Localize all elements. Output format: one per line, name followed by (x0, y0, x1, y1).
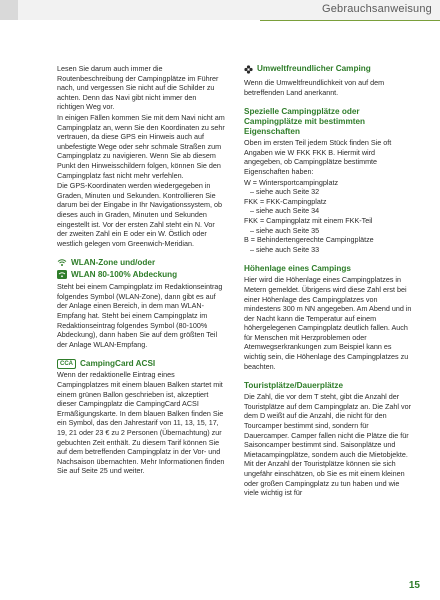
wlan-headings (57, 258, 225, 282)
header-corner (0, 0, 18, 20)
page-number: 15 (408, 580, 420, 591)
wlan-coverage-heading (57, 270, 225, 282)
special-item: FKK = Campingplatz mit einem FKK-Teil (244, 215, 373, 225)
left-column (57, 64, 225, 477)
campingcard-text: Wenn der redaktionelle Eintrag eines Campingplatzes mit einem blauen Balken startet mit einem grünen Ballon geschrieben ist, akzeptiert dieser Campingplatz die CampingCard ACSI Ermäßigungskarte. In dem blauen Balken finden Sie ein Symbol, das den Jahrestarif von 11, 13, 15, 17, 19, 21 oder 23 € zu 2 Personen (Übernachtung) zur gebuchten Zeit enthält. Zu diesem Tarif können Sie auf dem betreffenden Campingplatz in der Vor- und Nachsaison übernachten. Mehr Informationen finden Sie auf Seite 25 und weiter. (57, 370, 225, 476)
page-title: Gebrauchsanweisung (321, 3, 432, 15)
paragraph-navi: In einigen Fällen kommen Sie mit dem Navi nicht am Campingplatz an, wenn Sie den Koordinaten zu sehr vertrauen, da diese GPS ein Hinweis auch auf unbefestigte Wege oder sehr schmale Straßen zum Campingplatz zu navigieren. Wenn Sie ab diesem Punkt den Hinweisschildern folgen, können Sie den Campingplatz fast nicht mehr verfehlen. (57, 112, 225, 180)
right-column (244, 64, 412, 499)
touristplaces-section (244, 381, 412, 498)
altitude-title: Höhenlage eines Campings (244, 264, 351, 274)
touristplaces-text: Die Zahl, die vor dem T steht, gibt die Anzahl der Touristplätze auf dem Campingplatz an. Die Zahl vor dem D weißt auf die Anzahl, die nicht für den Tourcamper bestimmt sind, sondern für Dauercamper. Camper fallen nicht die Plätze die für Saisoncamper bestimmt sind. Saisonplätze und Mietacampingplätze, sondern auch die Mietobjekte. Mit der Anzahl der Touristplätze können sie sich ungefähr einschätzen, ob Sie es mit einem kleinen oder großen Campingplatz zu tun haben und wie viele wichtig ist für (244, 392, 411, 498)
campingcard-section (57, 359, 225, 476)
special-item: FKK = FKK-Campingplatz (244, 196, 327, 206)
paragraph-gps: Die GPS-Koordinaten werden wiedergegeben in Graden, Minuten und Sekunden. Kontrollieren Sie darum bei der Eingabe in Ihr Navigationssystem, ob dieses auch in Graden, Minuten und Sekunden eingestellt ist. Vor der ersten Zahl steht ein N. Vor der zweiten Zahl ein E oder ein W. Östlich oder westlich gelegen vom Greenwich-Meridian. (57, 181, 223, 248)
special-item: W = Wintersportcampingplatz (244, 177, 339, 187)
wlan-zone-label: WLAN-Zone und/oder (71, 258, 156, 268)
campingcard-badge: CCA (57, 359, 76, 369)
header-rule (260, 20, 440, 21)
special-item: – siehe auch Seite 33 (250, 244, 320, 254)
special-item: – siehe auch Seite 32 (250, 187, 320, 197)
special-item: – siehe auch Seite 34 (250, 206, 320, 216)
eco-heading (244, 64, 412, 77)
special-title: Spezielle Campingplätze oder Campingplätze mit bestimmten Eigenschaften (244, 107, 366, 137)
flower-icon (244, 65, 253, 77)
special-list (244, 178, 412, 255)
paragraph-route: Lesen Sie darum auch immer die Routenbeschreibung der Campingplätze im Führer nach, und vergessen Sie nicht auf die Schilder zu achten. Denn das Navi gibt nicht immer den richtigen Weg vor. (57, 64, 219, 112)
special-section (244, 107, 412, 254)
campingcard-heading (57, 359, 225, 369)
wlan-text: Steht bei einem Campingplatz im Redaktionseintrag folgendes Symbol (WLAN-Zone), dann gibt es auf der Anlage einen Bereich, in dem man WLAN-Empfang hat. Steht bei einem Campingplatz im Redaktionseintrag folgendes Symbol (80-100% Abdeckung), dann haben Sie auf dem größten Teil der Anlage WLAN-Empfang. (57, 282, 223, 349)
eco-text: Wenn die Umweltfreundlichkeit von auf dem betreffenden Land anerkannt. (244, 78, 385, 97)
wlan-section (57, 258, 225, 349)
header-bar (0, 0, 440, 20)
eco-section (244, 64, 412, 97)
altitude-text: Hier wird die Höhenlage eines Campingplatzes in Metern gemeldet. Übrigens wird diese Zahl erst bei einer Höhenlage des Campingplatzes von mindestens 300 m NN angegeben. Am Abend und in der Nacht kann die Temperatur auf einem höhergelegenen Campingplatz deutlich fallen. Auch für Menschen mit Herzproblemen oder Atemwegserkrankungen zum Beispiel kann es wichtig sein, die Höhenlage des Campingplatzes zu beachten. (244, 275, 412, 371)
wifi-icon (57, 258, 67, 270)
special-text: Oben im ersten Teil jedem Stück finden Sie oft Angaben wie W FKK FKK B. Hiermit wird angegeben, ob Campingplätze bestimmte Eigenschaften haben: (244, 138, 392, 176)
wlan-zone-heading (57, 258, 225, 270)
eco-title: Umweltfreundlicher Camping (257, 64, 371, 73)
touristplaces-title: Touristplätze/Dauerplätze (244, 381, 344, 391)
special-item: – siehe auch Seite 35 (250, 225, 320, 235)
campingcard-title: CampingCard ACSI (80, 359, 156, 369)
wlan-coverage-label: WLAN 80-100% Abdeckung (71, 270, 178, 280)
wifi-full-icon (57, 270, 67, 282)
altitude-section (244, 264, 412, 371)
special-item: B = Behindertengerechte Campingplätze (244, 235, 374, 245)
